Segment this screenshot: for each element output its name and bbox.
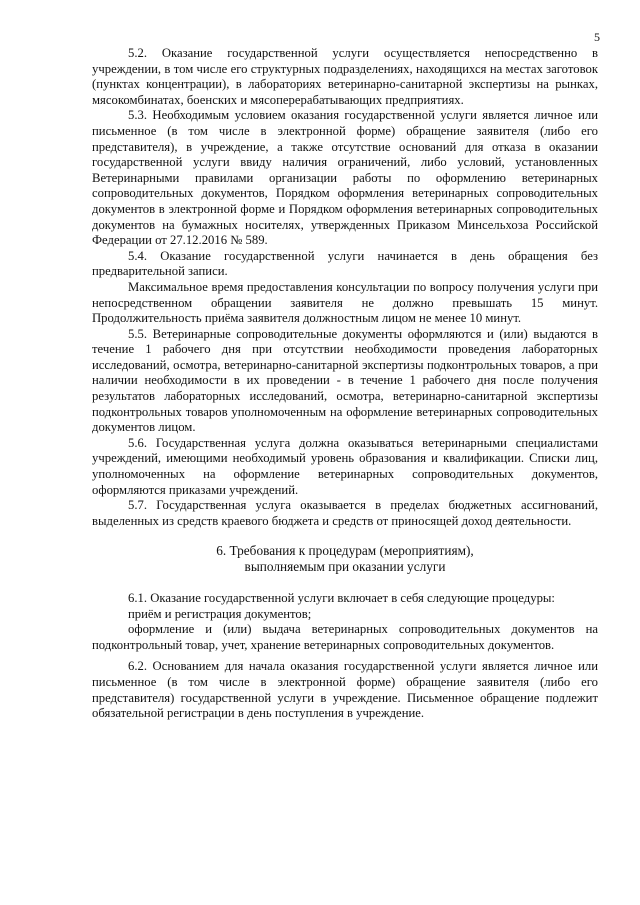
document-body [92, 46, 598, 722]
procedure-item-reception: приём и регистрация документов; [128, 606, 312, 621]
page-number: 5 [594, 30, 600, 44]
paragraph-6-1: 6.1. Оказание государственной услуги включает в себя следующие процедуры: [128, 591, 555, 605]
paragraph-5-3: 5.3. Необходимым условием оказания государственной услуги является личное или письменное (в том числе в электронной форме) обращение заявителя (либо его представителя), в учреждение, а также отсутствие оснований для отказа в оказании государственной услуги ввиду наличия ограничений, либо условий, установленных Ветеринарными правилами организации работы по оформлению ветеринарных сопроводительных документов, Порядком оформления ветеринарных сопроводительных документов в электронной форме и Порядком оформления ветеринарных сопроводительных документов на бумажных носителях, утвержденных Приказом Минсельхоза Российской Федерации от 27.12.2016 № 589. [92, 108, 598, 248]
section-6-heading-line1: 6. Требования к процедурам (мероприятиям), [216, 543, 474, 559]
paragraph-6-2: 6.2. Основанием для начала оказания государственной услуги является личное или письменное (в том числе в электронной форме) обращение заявителя (либо его представителя) государственной услуги в учреждение. Письменное обращение подлежит обязательной регистрации в день поступления в учреждение. [92, 659, 598, 721]
paragraph-consultation-time: Максимальное время предоставления консультации по вопросу получения услуги при непосредственном обращении заявителя не должно превышать 15 минут. Продолжительность приёма заявителя должностным лицом не менее 10 минут. [92, 279, 598, 326]
paragraph-5-5: 5.5. Ветеринарные сопроводительные документы оформляются и (или) выдаются в течение 1 рабочего дня при отсутствии необходимости проведения лабораторных исследований, осмотра, ветеринарно-санитарной экспертизы подконтрольных товаров, а при наличии необходимости в их проведении - в течение 1 рабочего дня после получения результатов лабораторных исследований, осмотра, ветеринарно-санитарной экспертизы подконтрольных товаров уполномоченным на оформление ветеринарных сопроводительных документов лицом. [92, 326, 598, 435]
section-6-heading-line2: выполняемым при оказании услуги [244, 559, 446, 575]
section-6-heading [92, 543, 598, 575]
paragraph-5-6: 5.6. Государственная услуга должна оказываться ветеринарными специалистами учреждений, имеющими необходимый уровень образования и квалификации. Списки лиц, уполномоченных на оформление ветеринарных сопроводительных документов, оформляются приказами учреждений. [92, 435, 598, 497]
paragraph-5-2: 5.2. Оказание государственной услуги осуществляется непосредственно в учреждении, в том числе его структурных подразделениях, находящихся на местах заготовок (пунктах концентрации), в лабораториях ветеринарно-санитарной экспертизы на рынках, мясокомбинатах, боенских и мясоперерабатывающих предприятиях. [92, 46, 598, 107]
paragraph-5-7: 5.7. Государственная услуга оказывается в пределах бюджетных ассигнований, выделенных из средств краевого бюджета и средств от приносящей доход деятельности. [92, 498, 598, 528]
procedure-item-issuance: оформление и (или) выдача ветеринарных сопроводительных документов на подконтрольный товар, учет, хранение ветеринарных сопроводительных документов. [92, 622, 598, 652]
paragraph-5-4: 5.4. Оказание государственной услуги начинается в день обращения без предварительной записи. [92, 248, 598, 279]
